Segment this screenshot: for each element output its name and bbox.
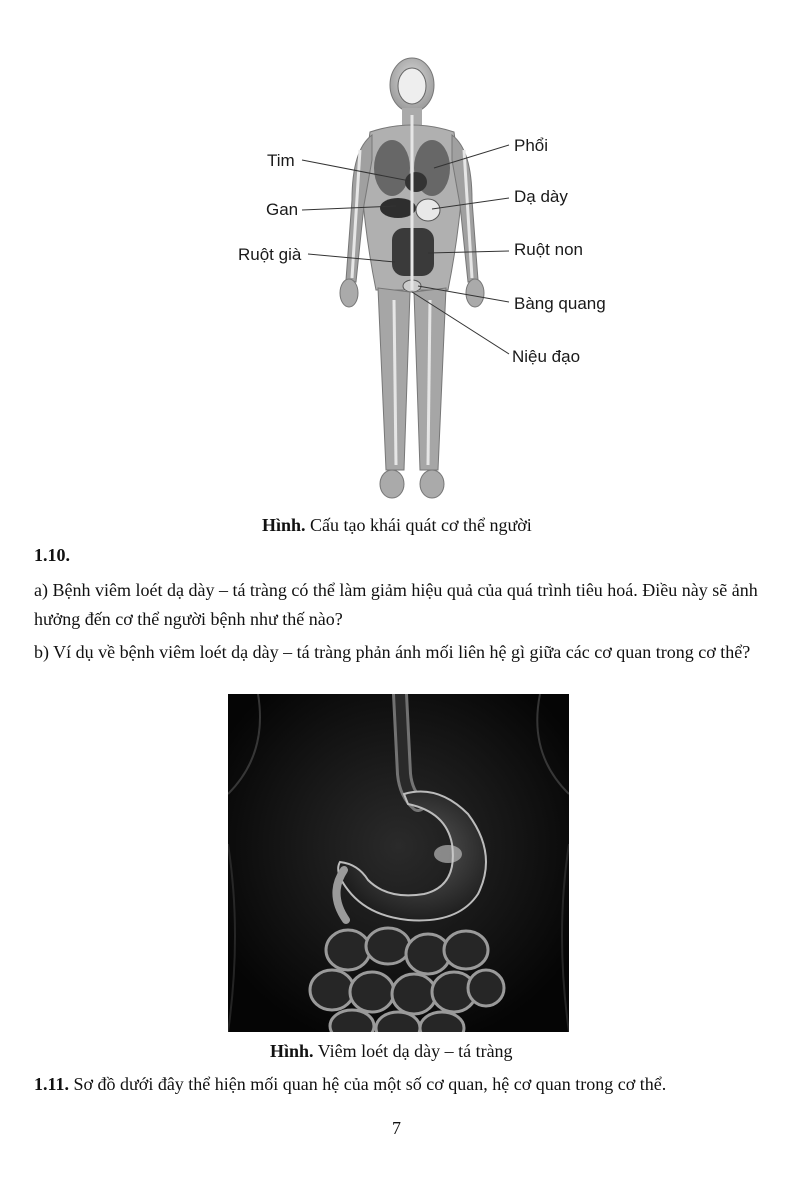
label-gan: Gan — [266, 200, 299, 219]
label-ruot-gia: Ruột già — [238, 245, 302, 264]
label-nieu-dao: Niệu đạo — [512, 347, 581, 366]
question-1-11 — [34, 1070, 784, 1099]
question-1-10-part-b: b) Ví dụ về bệnh viêm loét dạ dày – tá tràng phản ánh mối liên hệ gì giữa các cơ quan trong cơ thể? — [34, 642, 751, 662]
stomach-figure — [228, 694, 569, 1032]
figure1-caption — [262, 515, 532, 536]
question-1-10-number: 1.10. — [34, 545, 70, 565]
figure2-caption-prefix: Hình. — [270, 1041, 314, 1061]
label-ruot-non: Ruột non — [514, 240, 583, 259]
body-anatomy-figure — [0, 0, 810, 510]
figure1-caption-prefix: Hình. — [262, 515, 306, 535]
stomach-illustration — [228, 694, 569, 1032]
page-number: 7 — [392, 1118, 401, 1138]
question-1-11-number: 1.11. — [34, 1074, 70, 1094]
figure2-caption — [270, 1041, 513, 1062]
question-1-10-part-a: a) Bệnh viêm loét dạ dày – tá tràng có thể làm giảm hiệu quả của quá trình tiêu hoá. Điều này sẽ ảnh hưởng đến cơ thể người bệnh như thế nào? — [34, 580, 758, 629]
figure1-caption-text: Cấu tạo khái quát cơ thể người — [305, 515, 532, 535]
label-bang-quang: Bàng quang — [514, 294, 606, 313]
label-phoi: Phổi — [514, 136, 549, 155]
figure2-caption-text: Viêm loét dạ dày – tá tràng — [313, 1041, 513, 1061]
label-tim: Tim — [267, 151, 295, 170]
label-da-day: Dạ dày — [514, 187, 568, 206]
body-anatomy-illustration — [0, 0, 810, 510]
question-1-11-text: Sơ đồ dưới đây thể hiện mối quan hệ của một số cơ quan, hệ cơ quan trong cơ thể. — [69, 1074, 667, 1094]
